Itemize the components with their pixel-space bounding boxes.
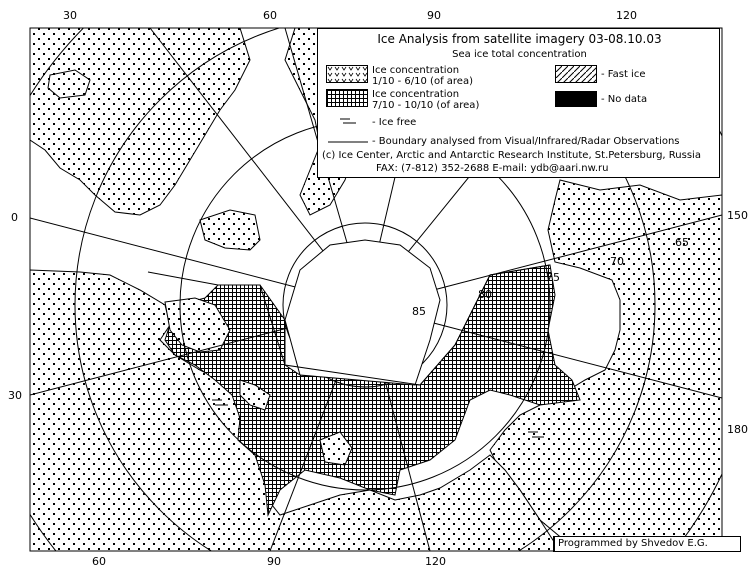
legend-box <box>317 28 720 178</box>
legend-ice-free: - Ice free <box>372 117 417 128</box>
lon-label-left-30: 30 <box>8 389 22 402</box>
legend-low-line2: 1/10 - 6/10 (of area) <box>372 76 473 87</box>
lon-label-top-60: 60 <box>263 9 277 22</box>
lon-label-top-30: 30 <box>63 9 77 22</box>
swatch-low-concentration <box>326 65 368 83</box>
lat-label-70: 70 <box>610 255 624 268</box>
boundary-symbol <box>328 139 368 145</box>
legend-high-line1: Ice concentration <box>372 89 460 100</box>
legend-fast-ice: - Fast ice <box>601 69 646 80</box>
legend-title: Ice Analysis from satellite imagery 03-08.10.03 <box>377 32 662 46</box>
lat-label-85: 85 <box>412 305 426 318</box>
lon-label-bottom-120: 120 <box>425 555 446 568</box>
legend-boundary: - Boundary analysed from Visual/Infrared/Radar Observations <box>372 136 680 147</box>
legend-subtitle: Sea ice total concentration <box>452 49 587 60</box>
legend-low-line1: Ice concentration <box>372 65 460 76</box>
swatch-no-data <box>555 91 597 107</box>
lon-label-left-0: 0 <box>11 211 18 224</box>
lat-label-80: 80 <box>478 288 492 301</box>
lon-label-bottom-60: 60 <box>92 555 106 568</box>
legend-institute: (c) Ice Center, Arctic and Antarctic Research Institute, St.Petersburg, Russia <box>322 150 701 161</box>
legend-contact: FAX: (7-812) 352-2688 E-mail: ydb@aari.nw.ru <box>376 163 609 174</box>
ice-free-symbol <box>338 116 360 126</box>
lon-label-top-90: 90 <box>427 9 441 22</box>
lon-label-bottom-90: 90 <box>267 555 281 568</box>
swatch-fast-ice <box>555 65 597 83</box>
lon-label-right-180: 180 <box>727 423 748 436</box>
lon-label-right-150: 150 <box>727 209 748 222</box>
credit-box: Programmed by Shvedov E.G. <box>553 536 741 552</box>
swatch-high-concentration <box>326 89 368 107</box>
lon-label-top-120: 120 <box>616 9 637 22</box>
lat-label-75: 75 <box>546 271 560 284</box>
legend-high-line2: 7/10 - 10/10 (of area) <box>372 100 480 111</box>
legend-no-data: - No data <box>601 94 648 105</box>
lat-label-65: 65 <box>675 236 689 249</box>
